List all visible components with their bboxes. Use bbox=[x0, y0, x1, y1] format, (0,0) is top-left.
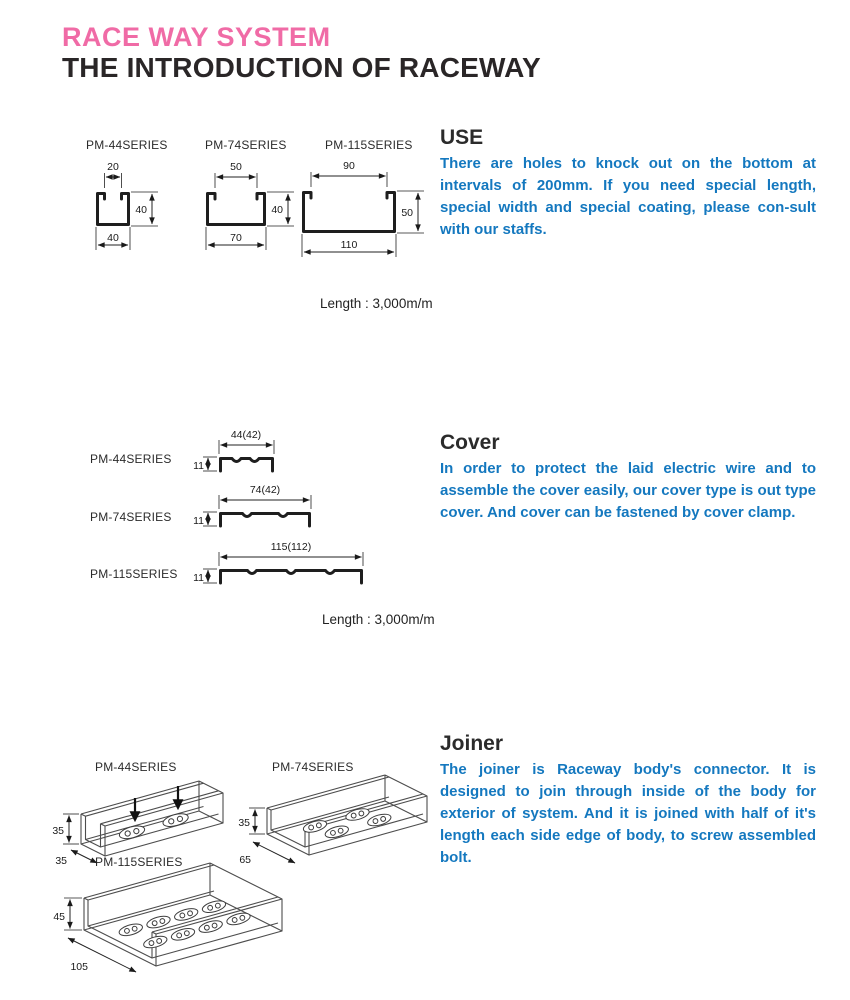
dim-opening-pm115: 90 bbox=[343, 160, 355, 172]
slot-hole bbox=[366, 812, 392, 828]
cover-label-pm44: PM-44SERIES bbox=[90, 452, 172, 466]
joiner-heading: Joiner bbox=[440, 732, 504, 755]
joiner-drawing-pm44 bbox=[45, 772, 260, 867]
joiner-section-text bbox=[440, 732, 816, 869]
joiner-drawing-pm74 bbox=[235, 768, 450, 870]
length-note-cover: Length : 3,000m/m bbox=[322, 612, 435, 627]
joiner-drawing-pm115 bbox=[42, 860, 332, 978]
slot-hole bbox=[118, 922, 144, 938]
joiner-label-pm44: PM-44SERIES bbox=[95, 760, 177, 774]
dim-opening-pm44: 20 bbox=[107, 161, 119, 173]
cover-drawing-pm115 bbox=[195, 539, 475, 597]
slot-hole bbox=[324, 824, 350, 840]
cover-dim-width-pm74: 74(42) bbox=[249, 484, 281, 496]
cover-dim-height-pm74: 11 bbox=[193, 515, 204, 527]
joiner-label-pm74: PM-74SERIES bbox=[272, 760, 354, 774]
cover-section-text bbox=[440, 431, 816, 524]
channel-drawing-pm115 bbox=[288, 155, 443, 275]
joiner-dim-height-pm44: 35 bbox=[52, 825, 64, 837]
series-label-pm44: PM-44SERIES bbox=[86, 138, 168, 152]
joiner-dim-height-pm115: 45 bbox=[53, 911, 65, 923]
slot-hole bbox=[118, 824, 146, 842]
dim-width-pm44: 40 bbox=[107, 232, 119, 244]
dim-width-pm115: 110 bbox=[340, 239, 358, 251]
page-subtitle: THE INTRODUCTION OF RACEWAY bbox=[62, 52, 541, 83]
use-body: There are holes to knock out on the bottom at intervals of 200mm. If you need special length, special width and special coating, please con-sult with our staffs. bbox=[440, 155, 816, 239]
cover-dim-height-pm44: 11 bbox=[193, 460, 204, 472]
slot-hole bbox=[142, 934, 168, 950]
slot-hole bbox=[162, 811, 190, 829]
length-note-use: Length : 3,000m/m bbox=[320, 296, 433, 311]
series-label-pm115: PM-115SERIES bbox=[325, 138, 413, 152]
cover-body: In order to protect the laid electric wire and to assemble the cover easily, our cover type is out type cover. And cover can be fastened by cover clamp. bbox=[440, 460, 816, 522]
cover-drawing-pm74 bbox=[195, 482, 435, 540]
joiner-dim-height-pm74: 35 bbox=[238, 817, 250, 829]
dim-width-pm74: 70 bbox=[230, 232, 242, 244]
joiner-dim-width-pm44: 35 bbox=[55, 855, 67, 867]
joiner-body: The joiner is Raceway body's connector. It is designed to join through inside of the body for exterior of system. And it is joined with half of it's length each side edge of body, to screw assembled bolt. bbox=[440, 761, 816, 867]
joiner-label-pm115: PM-115SERIES bbox=[95, 855, 183, 869]
joiner-dim-width-pm115: 105 bbox=[70, 961, 88, 973]
cover-label-pm74: PM-74SERIES bbox=[90, 510, 172, 524]
dim-height-pm74: 40 bbox=[271, 204, 283, 216]
joiner-dim-width-pm74: 65 bbox=[239, 854, 251, 866]
dim-height-pm44: 40 bbox=[135, 204, 147, 216]
channel-drawing-pm44 bbox=[68, 158, 198, 268]
dim-height-pm115: 50 bbox=[401, 207, 413, 219]
cover-heading: Cover bbox=[440, 431, 500, 454]
page-title: RACE WAY SYSTEM bbox=[62, 22, 331, 52]
use-heading: USE bbox=[440, 126, 484, 149]
cover-dim-width-pm115: 115(112) bbox=[270, 541, 312, 553]
dim-opening-pm74: 50 bbox=[230, 161, 242, 173]
cover-label-pm115: PM-115SERIES bbox=[90, 567, 178, 581]
cover-dim-width-pm44: 44(42) bbox=[230, 429, 262, 441]
series-label-pm74: PM-74SERIES bbox=[205, 138, 287, 152]
cover-drawing-pm44 bbox=[195, 427, 395, 485]
use-section-text bbox=[440, 126, 816, 241]
cover-dim-height-pm115: 11 bbox=[193, 572, 204, 584]
